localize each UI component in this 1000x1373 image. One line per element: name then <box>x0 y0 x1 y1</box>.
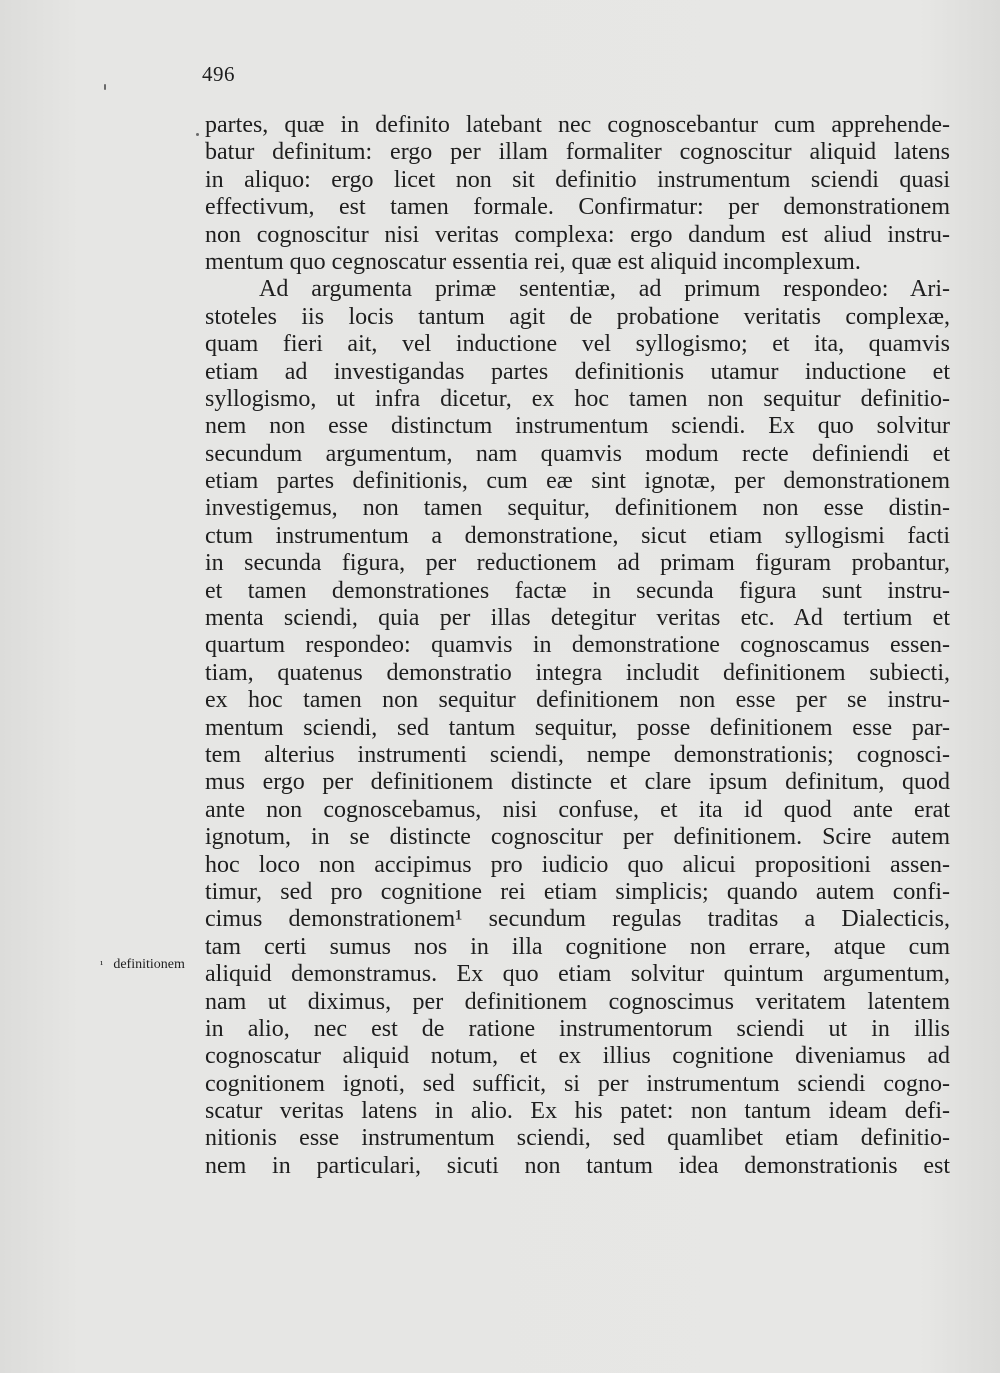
text-line: ex hoc tamen non sequitur definitionem non esse per se instru- <box>205 687 950 714</box>
margin-note <box>100 955 185 975</box>
text-line: in aliquo: ergo licet non sit definitio instrumentum sciendi quasi <box>205 166 950 193</box>
text-line: tiam, quatenus demonstratio integra includit definitionem subiecti, <box>205 659 950 686</box>
text-line: ctum instrumentum a demonstratione, sicut etiam syllogismi facti <box>205 522 950 549</box>
print-speck <box>196 133 199 136</box>
text-line: nem non esse distinctum instrumentum sciendi. Ex quo solvitur <box>205 413 950 440</box>
text-line: stoteles iis locis tantum agit de probatione veritatis complexæ, <box>205 303 950 330</box>
page-number: 496 <box>202 62 235 86</box>
text-line: syllogismo, ut infra dicetur, ex hoc tamen non sequitur definitio- <box>205 385 950 412</box>
text-line: quam fieri ait, vel inductione vel syllogismo; et ita, quamvis <box>205 331 950 358</box>
text-line: mentum sciendi, sed tantum sequitur, posse definitionem esse par- <box>205 714 950 741</box>
print-speck <box>104 84 106 90</box>
text-line: investigemus, non tamen sequitur, definitionem non esse distin- <box>205 495 950 522</box>
text-line: scatur veritas latens in alio. Ex his patet: non tantum ideam defi- <box>205 1098 950 1125</box>
text-line: nem in particulari, sicuti non tantum idea demonstrationis est <box>205 1152 950 1179</box>
margin-note-text: definitionem <box>113 957 185 972</box>
text-line: cognoscatur aliquid notum, et ex illius cognitione diveniamus ad <box>205 1043 950 1070</box>
text-line: menta sciendi, quia per illas detegitur veritas etc. Ad tertium et <box>205 605 950 632</box>
text-line: in alio, nec est de ratione instrumentorum sciendi ut in illis <box>205 1015 950 1042</box>
body-text <box>205 112 950 1180</box>
text-line: cognitionem ignoti, sed sufficit, si per instrumentum sciendi cogno- <box>205 1070 950 1097</box>
text-line: tam certi sumus nos in illa cognitione non errare, atque cum <box>205 933 950 960</box>
text-line: mentum quo cegnoscatur essentia rei, quæ est aliquid incomplexum. <box>205 248 861 275</box>
text-line: timur, sed pro cognitione rei etiam simplicis; quando autem confi- <box>205 878 950 905</box>
text-line: partes, quæ in definito latebant nec cognoscebantur cum apprehende- <box>205 112 950 138</box>
text-line: aliquid demonstramus. Ex quo etiam solvitur quintum argumentum, <box>205 961 950 988</box>
text-line: et tamen demonstrationes factæ in secunda figura sunt instru- <box>205 577 950 604</box>
footnote-marker: ¹ <box>100 959 104 971</box>
text-line: cimus demonstrationem¹ secundum regulas traditas a Dialecticis, <box>205 906 950 933</box>
text-line: nitionis esse instrumentum sciendi, sed quamlibet etiam definitio- <box>205 1125 950 1152</box>
text-line: effectivum, est tamen formale. Confirmatur: per demonstrationem <box>205 194 950 221</box>
text-line: ignotum, in se distincte cognoscitur per definitionem. Scire autem <box>205 824 950 851</box>
text-line: Ad argumenta primæ sententiæ, ad primum respondeo: Ari- <box>259 276 950 303</box>
text-line: nam ut diximus, per definitionem cognoscimus veritatem latentem <box>205 988 950 1015</box>
text-line: etiam partes definitionis, cum eæ sint ignotæ, per demonstrationem <box>205 468 950 495</box>
text-line: quartum respondeo: quamvis in demonstratione cognoscamus essen- <box>205 632 950 659</box>
text-line: in secunda figura, per reductionem ad primam figuram probantur, <box>205 550 950 577</box>
text-line: tem alterius instrumenti sciendi, nempe demonstrationis; cognosci- <box>205 741 950 768</box>
text-line: batur definitum: ergo per illam formaliter cognoscitur aliquid latens <box>205 139 950 166</box>
text-line: mus ergo per definitionem distincte et clare ipsum definitum, quod <box>205 769 950 796</box>
text-line: etiam ad investigandas partes definitionis utamur inductione et <box>205 358 950 385</box>
text-line: non cognoscitur nisi veritas complexa: ergo dandum est aliud instru- <box>205 221 950 248</box>
text-line: ante non cognoscebamus, nisi confuse, et ita id quod ante erat <box>205 796 950 823</box>
text-line: hoc loco non accipimus pro iudicio quo alicui propositioni assen- <box>205 851 950 878</box>
text-line: secundum argumentum, nam quamvis modum recte definiendi et <box>205 440 950 467</box>
